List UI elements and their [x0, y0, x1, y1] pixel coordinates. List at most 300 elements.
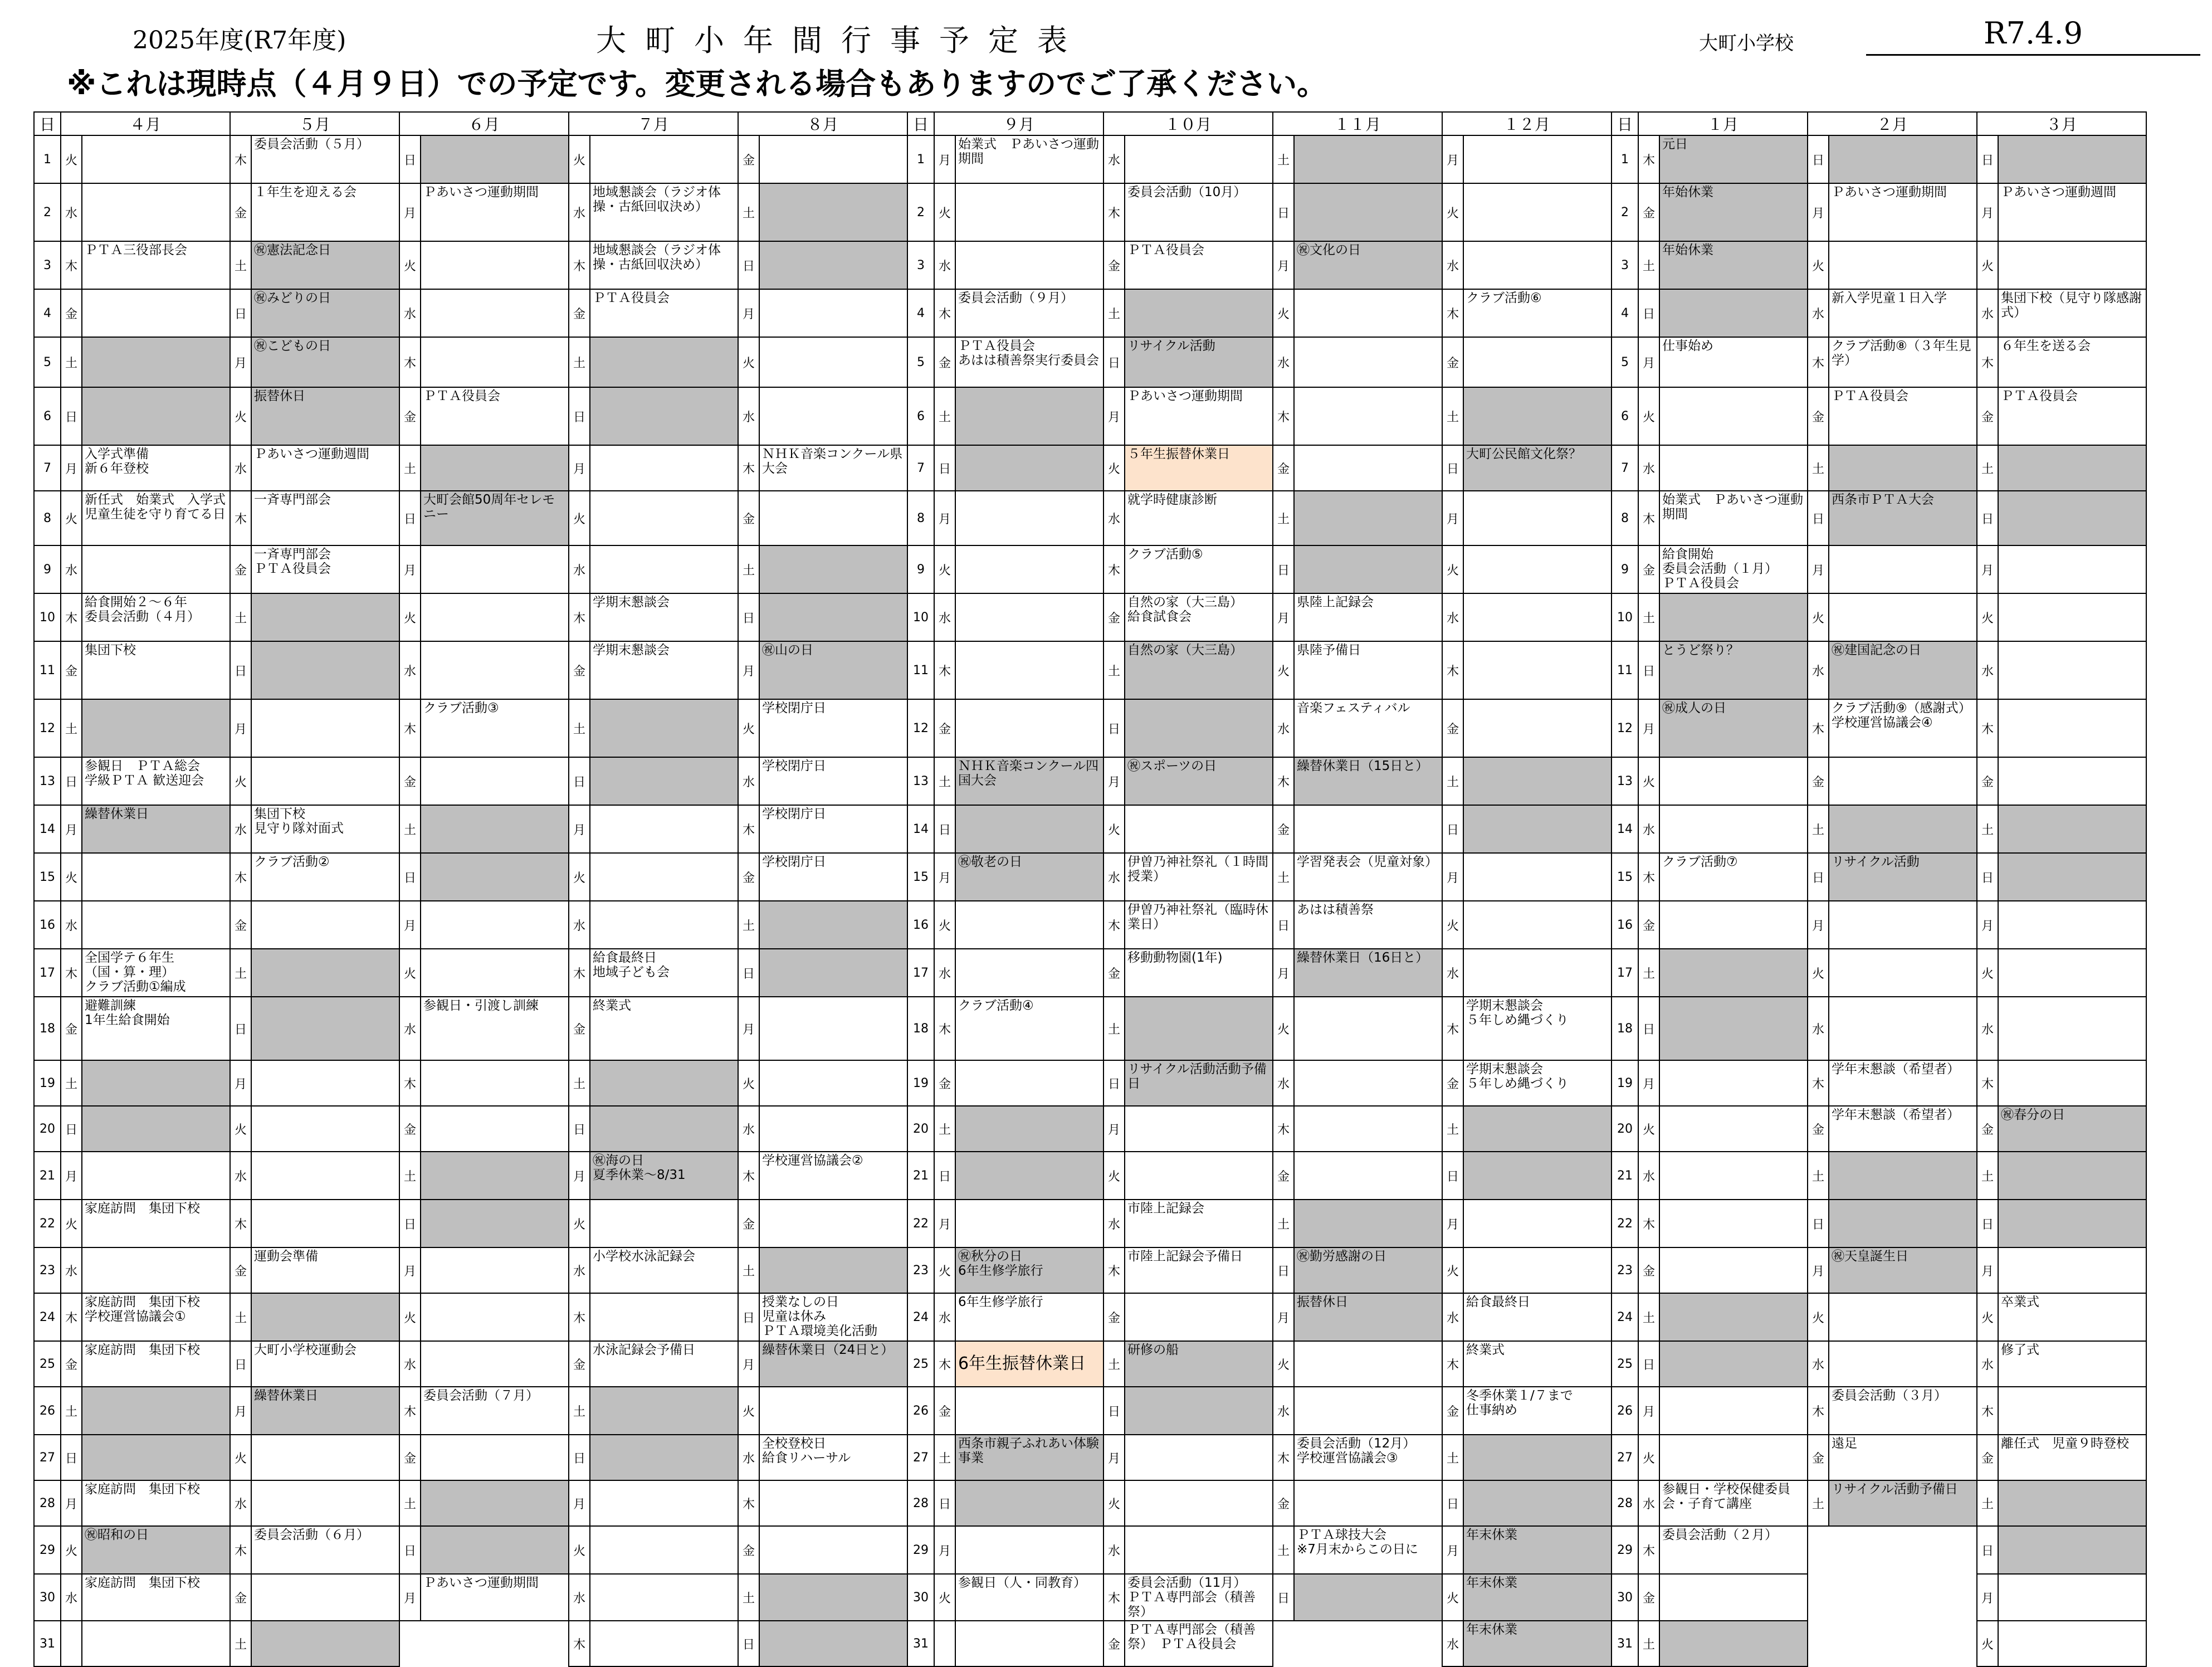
event-cell: 離任式 児童９時登校	[1998, 1435, 2146, 1480]
event-cell	[1659, 289, 1808, 337]
month-header: ６月	[399, 112, 569, 135]
event-cell	[421, 445, 569, 491]
weekday-cell: 土	[1638, 1621, 1659, 1666]
event-cell	[251, 593, 399, 641]
weekday-cell: 月	[1103, 757, 1125, 805]
month-header: ９月	[934, 112, 1103, 135]
weekday-cell: 水	[1442, 241, 1463, 289]
day-row	[34, 1152, 2146, 1200]
weekday-cell: 水	[1977, 1341, 1998, 1387]
event-cell: Ｐあいさつ運動期間	[1829, 183, 1977, 241]
day-number: 2	[34, 183, 61, 241]
weekday-cell: 日	[1103, 1060, 1125, 1106]
day-row	[34, 805, 2146, 853]
event-cell	[590, 1293, 738, 1341]
weekday-cell: 火	[230, 757, 251, 805]
weekday-cell: 金	[1103, 593, 1125, 641]
weekday-cell: 土	[1273, 1526, 1294, 1574]
weekday-cell	[399, 1621, 421, 1666]
event-cell	[421, 241, 569, 289]
weekday-cell: 木	[1103, 901, 1125, 949]
day-row	[34, 445, 2146, 491]
event-cell: クラブ活動⑨（感謝式） 学校運営協議会④	[1829, 699, 1977, 757]
day-row	[34, 1200, 2146, 1247]
weekday-cell: 木	[738, 1152, 759, 1200]
event-cell: ＰＴＡ専門部会（積善祭） ＰＴＡ役員会	[1125, 1621, 1273, 1666]
event-cell	[1294, 1200, 1442, 1247]
day-number: 15	[1612, 853, 1638, 901]
event-cell: 全校登校日 給食リハーサル	[759, 1435, 907, 1480]
event-cell	[590, 901, 738, 949]
event-cell	[955, 1526, 1103, 1574]
event-cell	[1829, 241, 1977, 289]
weekday-cell: 金	[569, 289, 590, 337]
weekday-cell: 金	[1442, 1060, 1463, 1106]
weekday-cell: 日	[1442, 1480, 1463, 1526]
weekday-cell: 月	[934, 853, 955, 901]
event-cell: 家庭訪問 集団下校	[82, 1574, 230, 1621]
event-cell: 大町会館50周年セレモニー	[421, 491, 569, 545]
event-cell: 新入学児童１日入学	[1829, 289, 1977, 337]
weekday-cell: 金	[1103, 241, 1125, 289]
weekday-cell: 月	[1442, 853, 1463, 901]
page-title: 大町小年間行事予定表	[596, 23, 1086, 58]
event-cell: 大町公民館文化祭？	[1463, 445, 1612, 491]
event-cell	[1998, 491, 2146, 545]
weekday-cell: 月	[1808, 545, 1829, 593]
weekday-cell: 火	[738, 1060, 759, 1106]
event-cell	[421, 757, 569, 805]
day-number: 20	[34, 1106, 61, 1152]
day-number: 14	[34, 805, 61, 853]
weekday-cell	[1808, 1526, 1829, 1574]
day-number: 28	[907, 1480, 934, 1526]
month-header: ７月	[569, 112, 738, 135]
event-cell	[82, 1152, 230, 1200]
day-number: 24	[907, 1293, 934, 1341]
weekday-cell: 火	[934, 545, 955, 593]
weekday-cell: 水	[230, 445, 251, 491]
weekday-cell: 木	[934, 997, 955, 1060]
event-cell: クラブ活動③	[421, 699, 569, 757]
weekday-cell: 土	[1808, 805, 1829, 853]
weekday-cell: 土	[934, 1435, 955, 1480]
weekday-cell: 水	[1103, 1200, 1125, 1247]
event-cell: 家庭訪問 集団下校	[82, 1480, 230, 1526]
event-cell: Ｐあいさつ運動期間	[1125, 387, 1273, 445]
month-header: ４月	[61, 112, 230, 135]
event-cell: 繰替休業日	[82, 805, 230, 853]
weekday-cell: 火	[399, 949, 421, 997]
event-cell: ㊗こどもの日	[251, 337, 399, 387]
event-cell: ㊗文化の日	[1294, 241, 1442, 289]
weekday-cell: 日	[399, 853, 421, 901]
event-cell	[1659, 757, 1808, 805]
event-cell	[421, 1106, 569, 1152]
event-cell	[1125, 1387, 1273, 1435]
event-cell: クラブ活動②	[251, 853, 399, 901]
weekday-cell: 月	[1273, 949, 1294, 997]
day-number: 13	[1612, 757, 1638, 805]
month-header: ８月	[738, 112, 907, 135]
event-cell	[421, 135, 569, 183]
event-cell: 自然の家（大三島）	[1125, 641, 1273, 699]
event-cell	[1998, 545, 2146, 593]
weekday-cell: 土	[569, 337, 590, 387]
event-cell	[590, 1106, 738, 1152]
event-cell: 集団下校 見守り隊対面式	[251, 805, 399, 853]
event-cell: 大町小学校運動会	[251, 1341, 399, 1387]
event-cell: リサイクル活動	[1829, 853, 1977, 901]
event-cell	[1998, 593, 2146, 641]
weekday-cell: 日	[1442, 445, 1463, 491]
weekday-cell	[1808, 1621, 1829, 1666]
event-cell: クラブ活動⑧（３年生見学）	[1829, 337, 1977, 387]
day-number: 4	[907, 289, 934, 337]
event-cell: 学校運営協議会②	[759, 1152, 907, 1200]
event-cell	[1659, 1621, 1808, 1666]
day-number: 3	[34, 241, 61, 289]
event-cell	[1463, 1435, 1612, 1480]
day-row	[34, 1247, 2146, 1293]
event-cell: ㊗成人の日	[1659, 699, 1808, 757]
day-number: 16	[907, 901, 934, 949]
weekday-cell: 水	[738, 1106, 759, 1152]
event-cell	[955, 1480, 1103, 1526]
weekday-cell: 火	[1808, 241, 1829, 289]
event-cell	[955, 1152, 1103, 1200]
weekday-cell: 火	[934, 183, 955, 241]
day-row	[34, 289, 2146, 337]
event-cell	[759, 1247, 907, 1293]
weekday-cell: 土	[1442, 1435, 1463, 1480]
day-column-header: 日	[1612, 112, 1638, 135]
weekday-cell: 土	[1638, 1293, 1659, 1341]
day-number: 11	[34, 641, 61, 699]
event-cell	[759, 241, 907, 289]
event-cell: 学習発表会（児童対象）	[1294, 853, 1442, 901]
weekday-cell: 火	[569, 135, 590, 183]
event-cell: 移動動物園(1年)	[1125, 949, 1273, 997]
event-cell	[1125, 135, 1273, 183]
school-name: 大町小学校	[1699, 32, 1794, 55]
weekday-cell: 金	[399, 1435, 421, 1480]
weekday-cell: 水	[1638, 1152, 1659, 1200]
event-cell: 県陸予備日	[1294, 641, 1442, 699]
event-cell	[1659, 593, 1808, 641]
event-cell	[82, 289, 230, 337]
event-cell	[1294, 1387, 1442, 1435]
weekday-cell: 木	[1638, 853, 1659, 901]
weekday-cell: 火	[1442, 545, 1463, 593]
event-cell: 学期末懇談会 ５年しめ縄づくり	[1463, 1060, 1612, 1106]
weekday-cell: 日	[934, 1480, 955, 1526]
weekday-cell: 木	[569, 241, 590, 289]
event-cell	[1659, 1060, 1808, 1106]
weekday-cell: 木	[1442, 289, 1463, 337]
event-cell	[1659, 1574, 1808, 1621]
weekday-cell: 土	[934, 1106, 955, 1152]
weekday-cell: 水	[1442, 1621, 1463, 1666]
event-cell	[1463, 699, 1612, 757]
event-cell	[251, 997, 399, 1060]
day-number: 3	[907, 241, 934, 289]
event-cell: ＰＴＡ役員会	[1998, 387, 2146, 445]
weekday-cell: 水	[1273, 337, 1294, 387]
event-cell	[1998, 135, 2146, 183]
day-number: 30	[1612, 1574, 1638, 1621]
weekday-cell: 日	[230, 289, 251, 337]
weekday-cell: 日	[399, 1526, 421, 1574]
event-cell: 年始休業	[1659, 183, 1808, 241]
day-number: 21	[34, 1152, 61, 1200]
day-number: 15	[907, 853, 934, 901]
event-cell: 地域懇談会（ラジオ体操・古紙回収決め）	[590, 183, 738, 241]
event-cell: ５年生振替休業日	[1125, 445, 1273, 491]
event-cell	[251, 757, 399, 805]
event-cell: 年末休業	[1463, 1526, 1612, 1574]
event-cell	[1463, 183, 1612, 241]
weekday-cell: 水	[1273, 699, 1294, 757]
day-number: 23	[1612, 1247, 1638, 1293]
event-cell	[590, 337, 738, 387]
event-cell	[1829, 1526, 1977, 1574]
weekday-cell: 火	[61, 491, 82, 545]
weekday-cell: 金	[738, 1200, 759, 1247]
weekday-cell: 日	[1273, 545, 1294, 593]
weekday-cell: 日	[1808, 853, 1829, 901]
event-cell: 給食開始２～６年 委員会活動（４月）	[82, 593, 230, 641]
event-cell	[1463, 387, 1612, 445]
weekday-cell: 金	[934, 1060, 955, 1106]
weekday-cell: 金	[1638, 1574, 1659, 1621]
weekday-cell: 火	[1273, 1341, 1294, 1387]
weekday-cell: 月	[1977, 901, 1998, 949]
day-number: 23	[907, 1247, 934, 1293]
event-cell: クラブ活動⑥	[1463, 289, 1612, 337]
event-cell	[1463, 1247, 1612, 1293]
day-number: 17	[907, 949, 934, 997]
day-number: 25	[34, 1341, 61, 1387]
event-cell	[1125, 1106, 1273, 1152]
event-cell: 西条市ＰＴＡ大会	[1829, 491, 1977, 545]
weekday-cell: 木	[934, 289, 955, 337]
weekday-cell: 金	[1638, 901, 1659, 949]
day-number: 8	[907, 491, 934, 545]
event-cell	[1829, 1621, 1977, 1666]
event-cell	[955, 1621, 1103, 1666]
event-cell	[251, 699, 399, 757]
weekday-cell: 水	[61, 183, 82, 241]
month-header: ３月	[1977, 112, 2146, 135]
event-cell	[82, 1621, 230, 1666]
day-number: 30	[34, 1574, 61, 1621]
weekday-cell: 火	[738, 699, 759, 757]
day-number: 17	[34, 949, 61, 997]
event-cell	[1829, 1293, 1977, 1341]
event-cell	[590, 445, 738, 491]
day-number: 12	[1612, 699, 1638, 757]
event-cell: 繰替休業日（16日と）	[1294, 949, 1442, 997]
event-cell: 振替休日	[1294, 1293, 1442, 1341]
event-cell	[1998, 241, 2146, 289]
month-header: １月	[1638, 112, 1808, 135]
weekday-cell: 木	[569, 1293, 590, 1341]
weekday-cell: 水	[569, 1574, 590, 1621]
event-cell	[82, 853, 230, 901]
weekday-cell: 火	[1103, 445, 1125, 491]
weekday-cell: 金	[1638, 183, 1659, 241]
event-cell	[590, 1574, 738, 1621]
day-number: 12	[907, 699, 934, 757]
event-cell: 年末休業	[1463, 1574, 1612, 1621]
weekday-cell: 日	[738, 593, 759, 641]
event-cell: 学校閉庁日	[759, 757, 907, 805]
day-row	[34, 337, 2146, 387]
weekday-cell: 火	[399, 1293, 421, 1341]
event-cell: ㊗昭和の日	[82, 1526, 230, 1574]
weekday-cell: 土	[61, 337, 82, 387]
event-cell	[251, 901, 399, 949]
weekday-cell: 月	[1977, 1247, 1998, 1293]
weekday-cell: 木	[738, 445, 759, 491]
weekday-cell: 月	[934, 1526, 955, 1574]
weekday-cell: 月	[399, 183, 421, 241]
event-cell	[590, 1480, 738, 1526]
weekday-cell: 土	[399, 445, 421, 491]
day-row	[34, 1293, 2146, 1341]
day-number: 7	[34, 445, 61, 491]
event-cell	[1125, 1435, 1273, 1480]
event-cell: 地域懇談会（ラジオ体操・古紙回収決め）	[590, 241, 738, 289]
event-cell: 全国学テ６年生 （国・算・理） クラブ活動①編成	[82, 949, 230, 997]
weekday-cell: 日	[1103, 699, 1125, 757]
event-cell	[1829, 545, 1977, 593]
weekday-cell: 月	[1977, 1574, 1998, 1621]
event-cell	[82, 1247, 230, 1293]
event-cell	[1829, 1574, 1977, 1621]
weekday-cell: 木	[1808, 1060, 1829, 1106]
weekday-cell: 火	[61, 1200, 82, 1247]
day-number: 26	[907, 1387, 934, 1435]
weekday-cell: 木	[1808, 1387, 1829, 1435]
weekday-cell: 木	[399, 699, 421, 757]
event-cell	[1998, 853, 2146, 901]
weekday-cell: 土	[230, 1293, 251, 1341]
event-cell	[421, 1293, 569, 1341]
event-cell: 6年生修学旅行	[955, 1293, 1103, 1341]
event-cell	[82, 1106, 230, 1152]
event-cell: 伊曽乃神社祭礼（臨時休業日）	[1125, 901, 1273, 949]
event-cell: Ｐあいさつ運動週間	[251, 445, 399, 491]
event-cell: ＰＴＡ役員会 あはは積善祭実行委員会	[955, 337, 1103, 387]
weekday-cell: 火	[1442, 1247, 1463, 1293]
weekday-cell: 水	[934, 593, 955, 641]
event-cell: 委員会活動（７月）	[421, 1387, 569, 1435]
event-cell: 始業式 Ｐあいさつ運動期間	[955, 135, 1103, 183]
day-number: 20	[1612, 1106, 1638, 1152]
event-cell: ＰＴＡ役員会	[1829, 387, 1977, 445]
weekday-cell: 水	[1442, 949, 1463, 997]
weekday-cell: 土	[1273, 1200, 1294, 1247]
weekday-cell: 水	[230, 805, 251, 853]
weekday-cell: 水	[934, 949, 955, 997]
day-column-header: 日	[34, 112, 61, 135]
day-number: 9	[1612, 545, 1638, 593]
weekday-cell: 土	[738, 901, 759, 949]
weekday-cell: 火	[569, 853, 590, 901]
annual-schedule-table	[33, 111, 2147, 1667]
weekday-cell: 水	[230, 1480, 251, 1526]
weekday-cell: 水	[399, 1341, 421, 1387]
day-number: 7	[907, 445, 934, 491]
weekday-cell: 土	[1103, 997, 1125, 1060]
weekday-cell: 月	[1442, 1526, 1463, 1574]
event-cell	[759, 183, 907, 241]
event-cell	[1829, 1341, 1977, 1387]
weekday-cell: 日	[399, 491, 421, 545]
weekday-cell: 火	[230, 1435, 251, 1480]
event-cell: 参観日 ＰＴＡ総会 学級ＰＴＡ 歓送迎会	[82, 757, 230, 805]
weekday-cell: 月	[1977, 545, 1998, 593]
weekday-cell: 金	[1977, 1106, 1998, 1152]
weekday-cell: 木	[1442, 997, 1463, 1060]
event-cell	[82, 1060, 230, 1106]
event-cell: 学年末懇談（希望者）	[1829, 1060, 1977, 1106]
day-number: 2	[1612, 183, 1638, 241]
weekday-cell: 金	[1808, 387, 1829, 445]
event-cell	[421, 1526, 569, 1574]
weekday-cell: 月	[738, 997, 759, 1060]
weekday-cell: 木	[61, 1293, 82, 1341]
event-cell	[251, 949, 399, 997]
event-cell	[590, 1387, 738, 1435]
weekday-cell: 金	[61, 1341, 82, 1387]
event-cell	[590, 387, 738, 445]
event-cell: ＰＴＡ役員会	[1125, 241, 1273, 289]
weekday-cell: 土	[1103, 641, 1125, 699]
event-cell: 冬季休業１/７まで 仕事納め	[1463, 1387, 1612, 1435]
event-cell	[955, 641, 1103, 699]
weekday-cell: 金	[569, 641, 590, 699]
weekday-cell: 金	[399, 387, 421, 445]
day-row	[34, 135, 2146, 183]
weekday-cell: 月	[934, 491, 955, 545]
weekday-cell: 火	[1808, 949, 1829, 997]
weekday-cell: 水	[1103, 491, 1125, 545]
weekday-cell: 月	[61, 445, 82, 491]
weekday-cell: 水	[61, 1574, 82, 1621]
weekday-cell: 木	[1273, 1435, 1294, 1480]
weekday-cell: 火	[1103, 805, 1125, 853]
weekday-cell: 木	[230, 853, 251, 901]
event-cell: あはは積善祭	[1294, 901, 1442, 949]
weekday-cell: 土	[399, 1152, 421, 1200]
event-cell: ㊗春分の日	[1998, 1106, 2146, 1152]
weekday-cell: 水	[1442, 593, 1463, 641]
event-cell: ㊗秋分の日 6年生修学旅行	[955, 1247, 1103, 1293]
event-cell: 一斉専門部会	[251, 491, 399, 545]
weekday-cell: 火	[61, 853, 82, 901]
weekday-cell: 日	[1638, 1341, 1659, 1387]
event-cell	[1294, 1341, 1442, 1387]
event-cell	[1998, 1621, 2146, 1666]
day-number: 11	[907, 641, 934, 699]
event-cell	[1659, 805, 1808, 853]
day-number: 19	[907, 1060, 934, 1106]
event-cell	[759, 1060, 907, 1106]
weekday-cell: 火	[1103, 1480, 1125, 1526]
